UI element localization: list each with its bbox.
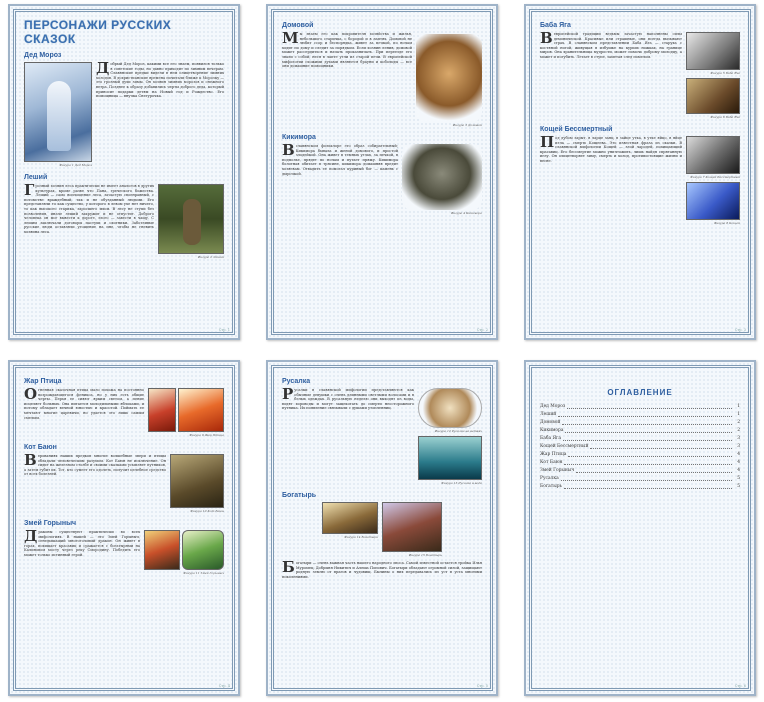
- toc-dots: [568, 451, 732, 457]
- zmey-image-1: [144, 530, 180, 570]
- caption: Фигура 4 Кикимора: [450, 211, 482, 215]
- toc-dots: [563, 435, 732, 441]
- caption: Фигура 15 Богатырь: [408, 553, 442, 557]
- toc-page: 1: [737, 404, 740, 409]
- figure-bogatyr: [282, 502, 482, 557]
- toc-page: 2: [737, 420, 740, 425]
- section-text: В славянском фольклоре это образ собирательный; Кикимора бывала и женой домового, и простой злодейкой. Она живет в темных углах, за печкой, в подполье, прядет по ночам и путает пряжу. Кикимора болотная обитает в трясине, кикимора домашняя вредит хозяевам. Отвадить ее помогал куриный бог — камень с дырочкой.: [282, 141, 398, 176]
- toc-list: [540, 403, 740, 491]
- drop-cap: П: [540, 133, 555, 151]
- domovoy-image: [416, 34, 482, 122]
- section-text: Драконы существуют практически во всех мифологиях. В нашей — это Змей Горыныч, огнедышащий многоголовый дракон. Он живет в горах, похищает красавиц и сражается с богатырями на Калиновом мосту через реку Смородину. Победить его может только истинный герой.: [24, 527, 140, 557]
- caption: Фигура 1 Дед Мороз: [59, 163, 92, 167]
- section-text: Огненная сказочная птица мало похожа на постоянно возрождающегося феникса, но у них есть общие черты. Перья ее сияют ярким светом, а пение исцеляет больных. Она питается молодильными яблоками, и потому обладает вечной юностью и красотой. Поймать ее мечтают многие царевичи, но удается это лишь самым смелым.: [24, 385, 144, 420]
- section-heading-bogatyr: Богатырь: [282, 492, 317, 499]
- koschey-image-1: [686, 136, 740, 174]
- page-number: Стр. 6: [734, 684, 746, 688]
- toc-dots: [561, 475, 732, 481]
- caption: Фигура 5 Баба Яга: [710, 71, 740, 75]
- figure-kot-bayun: [170, 454, 224, 513]
- page-number: Стр. 2: [476, 328, 488, 332]
- toc-dots: [590, 443, 732, 449]
- caption: Фигура 8 Кощей: [713, 221, 740, 225]
- page-3: [524, 4, 756, 340]
- section-heading-koschey: Кощей Бессмертный: [540, 126, 613, 133]
- drop-cap: Б: [282, 558, 295, 576]
- page-4: [8, 360, 240, 696]
- toc-dots: [564, 459, 732, 465]
- figure-baba-yaga: [686, 32, 740, 119]
- section-heading-zmey-gorynych: Змей Горыныч: [24, 520, 77, 527]
- toc-page: 3: [737, 436, 740, 441]
- toc-label: Богатырь: [540, 484, 562, 489]
- toc-row[interactable]: [540, 451, 740, 459]
- toc-label: Кикимора: [540, 428, 564, 433]
- toc-row[interactable]: [540, 403, 740, 411]
- page-number: Стр. 3: [734, 328, 746, 332]
- toc-page: 4: [737, 452, 740, 457]
- toc-label: Дед Мороз: [540, 404, 566, 409]
- section-heading-rusalka: Русалка: [282, 378, 311, 385]
- toc-dots: [562, 419, 732, 425]
- figure-leshiy: [158, 184, 224, 259]
- section-text: Богатыри — очень важная часть нашего народного эпоса. Самой известной остается тройка Илья Муромец, Добрыня Никитич и Алеша Попович. Богатыри обладают огромной силой, защищают родную землю от врагов и чудовищ. Былины о них передавались из уст в уста многими поколениями.: [282, 558, 482, 579]
- toc-row[interactable]: [540, 483, 740, 491]
- toc-row[interactable]: [540, 475, 740, 483]
- toc-row[interactable]: [540, 443, 740, 451]
- caption: Фигура 10 Кот Баюн: [190, 509, 224, 513]
- toc-label: Змей Горыныч: [540, 468, 575, 473]
- section-heading-ded-moroz: Дед Мороз: [24, 52, 62, 59]
- figure-domovoy: [416, 34, 482, 127]
- zmey-image-2: [182, 530, 224, 570]
- toc-label: Кощей Бессмертный: [540, 444, 589, 449]
- caption: Фигура 12 Русалка на ветвях: [434, 429, 482, 433]
- toc-row[interactable]: [540, 427, 740, 435]
- toc-row[interactable]: [540, 435, 740, 443]
- caption: Фигура 14 Богатыри: [344, 535, 378, 539]
- toc-page: 2: [737, 428, 740, 433]
- page-1: [8, 4, 240, 340]
- caption: Фигура 2 Леший: [197, 255, 224, 259]
- drop-cap: Р: [282, 385, 294, 403]
- section-heading-baba-yaga: Баба Яга: [540, 22, 571, 29]
- section-text: Русалки в славянской мифологии представляются как обычные девушки с очень длинными светлыми волосами и в белых одеждах. В русальную неделю они выходят из воды, водят хороводы и могут защекотать до смерти неосторожного путника. Их появление связывали с душами утопленниц.: [282, 385, 414, 411]
- toc-label: Домовой: [540, 420, 561, 425]
- toc-page: 5: [737, 484, 740, 489]
- toc-page: 4: [737, 460, 740, 465]
- figure-kikimora: [402, 144, 482, 215]
- page-number: Стр. 5: [476, 684, 488, 688]
- page-number: Стр. 1: [218, 328, 230, 332]
- section-text: В европейской традиции ведьмы зачастую наполнены силы демонической. Красивые или страшные, они всегда вызывают страх. В славянском представлении Баба Яга — старуха с костяной ногой, живущая в избушке на курьих ножках, на границе миров. Она хранительница мудрости, может помочь доброму молодцу, а может и погубить. Летает в ступе, заметая след помелом.: [540, 29, 682, 59]
- drop-cap: Д: [96, 59, 110, 77]
- section-heading-kikimora: Кикимора: [282, 134, 316, 141]
- kot-bayun-image: [170, 454, 224, 508]
- zhar-ptitsa-image-2: [178, 388, 224, 432]
- toc-row[interactable]: [540, 467, 740, 475]
- toc-row[interactable]: [540, 459, 740, 467]
- toc-page: 3: [737, 444, 740, 449]
- toc-label: Леший: [540, 412, 557, 417]
- caption: Фигура 9 Жар Птица: [189, 433, 224, 437]
- drop-cap: Г: [24, 181, 35, 199]
- toc-dots: [576, 467, 732, 473]
- page-5: [266, 360, 498, 696]
- toc-label: Жар Птица: [540, 452, 567, 457]
- baba-yaga-image-2: [686, 78, 740, 114]
- page-2: [266, 4, 498, 340]
- drop-cap: В: [24, 451, 37, 469]
- toc-page: 4: [737, 468, 740, 473]
- page-title: ПЕРСОНАЖИ РУССКИХ СКАЗОК: [24, 18, 172, 46]
- caption: Фигура 3 Домовой: [452, 123, 482, 127]
- toc-page: 1: [737, 412, 740, 417]
- page-number: Стр. 4: [218, 684, 230, 688]
- caption: Фигура 13 Русалка в воде: [441, 481, 482, 485]
- drop-cap: В: [540, 29, 553, 47]
- toc-dots: [567, 403, 732, 409]
- section-text: Под дубом зарыт, в ларце заяц, в зайце утка, в утке яйцо, в яйце игла — смерть Кощеева. Это известная фраза из сказки. В славянской мифологии Кощей — злой чародей, похищающий красавиц. Его бессмертие можно уничтожить, лишь найдя спрятанную иглу. Он олицетворяет зиму, смерть и холод, противостоящие жизни и весне.: [540, 133, 682, 163]
- bogatyr-image-1: [322, 502, 378, 534]
- drop-cap: М: [282, 29, 299, 47]
- toc-label: Кот Баюн: [540, 460, 563, 465]
- zhar-ptitsa-image-1: [148, 388, 176, 432]
- toc-dots: [558, 411, 732, 417]
- section-heading-domovoy: Домовой: [282, 22, 314, 29]
- koschey-image-2: [686, 182, 740, 220]
- toc-row[interactable]: [540, 411, 740, 419]
- section-text: Мы знаем его как покровителя хозяйства и жилья, небольшого старичка, с бородой и в лаптях. Домовой не любит ссор и беспорядка, живет за печкой, по ночам ходит по дому и следит за порядком. Если хозяин ленив, домовой может рассердиться и начать проказничать. При переезде его звали с собой, неся в лапте угли из старой печи. В европейской мифологии схожими духами являются брауни и кобольды — все они домашние помощники.: [282, 29, 412, 69]
- section-text: Добрый Дед Мороз, какими все его знаем, появился только в советские годы, но давно приходит по зимним вечерам. Славянские предки видели в нем олицетворение зимних холодов. В дохристианские времена почитали ближе к Морозку — это грозный духи зимы. Он хозяин зимних морозов и снежного ветра. Позднее к образу добавились черты доброго деда, который приносит подарки детям на Новый год и Рождество. Его помощница — внучка Снегурочка.: [96, 59, 224, 99]
- toc-dots: [564, 483, 732, 489]
- figure-zmey-gorynych: [144, 530, 224, 575]
- section-heading-zhar-ptitsa: Жар Птица: [24, 378, 62, 385]
- caption: Фигура 6 Баба Яга: [710, 115, 740, 119]
- ded-moroz-image: [24, 62, 92, 162]
- caption: Фигура 7 Кощей Бессмертный: [690, 175, 740, 179]
- section-text: Грозный хозяин леса практически не имеет аналогов в других культурах, кроме разве что Пана, греческого божества. Леший — само воплощение леса, зачастую своенравный, с потомстве враждебный, так и не обузданный людьми. Его представляли то как существо, у которого в левом ухе нет ничего, то как высокого старика, заросшего мхом. В лесу не ступи без позволения, иначе леший закружит и не отпустит. Доброго человека он мог вывести к дороге, злого — завести в чащу. С лешим заключали договоры пастухи и охотники. Заботливые русские люди оставляли угощение на пне, чтобы не гневить хозяина леса.: [24, 181, 154, 234]
- rusalka-image-2: [418, 436, 482, 480]
- toc-dots: [565, 427, 732, 433]
- page-6-toc: [524, 360, 756, 696]
- section-text: Верованиях наших предков многие волшебные звери и птицы обладали человеческим разумом. Кот Баюн не исключение. Он сидит на железном столбе и своими сказками усыпляет путников, а затем губит их. Тот, кто сумеет его одолеть, получит целебное средство от всех болезней.: [24, 451, 166, 477]
- baba-yaga-image-1: [686, 32, 740, 70]
- caption: Фигура 11 Змей Горыныч: [183, 571, 224, 575]
- figure-ded-moroz: [24, 62, 92, 167]
- figure-koschey: [686, 136, 740, 225]
- drop-cap: Д: [24, 527, 38, 545]
- figure-zhar-ptitsa: [148, 388, 224, 437]
- section-heading-kot-bayun: Кот Баюн: [24, 444, 57, 451]
- toc-row[interactable]: [540, 419, 740, 427]
- toc-page: 5: [737, 476, 740, 481]
- drop-cap: О: [24, 385, 38, 403]
- toc-label: Русалка: [540, 476, 559, 481]
- section-heading-leshiy: Леший: [24, 174, 48, 181]
- toc-title: ОГЛАВЛЕНИЕ: [607, 388, 673, 397]
- kikimora-image: [402, 144, 482, 210]
- leshiy-image: [158, 184, 224, 254]
- drop-cap: В: [282, 141, 295, 159]
- figure-rusalka: [418, 388, 482, 485]
- toc-label: Баба Яга: [540, 436, 561, 441]
- bogatyr-image-2: [382, 502, 442, 552]
- rusalka-image-1: [418, 388, 482, 428]
